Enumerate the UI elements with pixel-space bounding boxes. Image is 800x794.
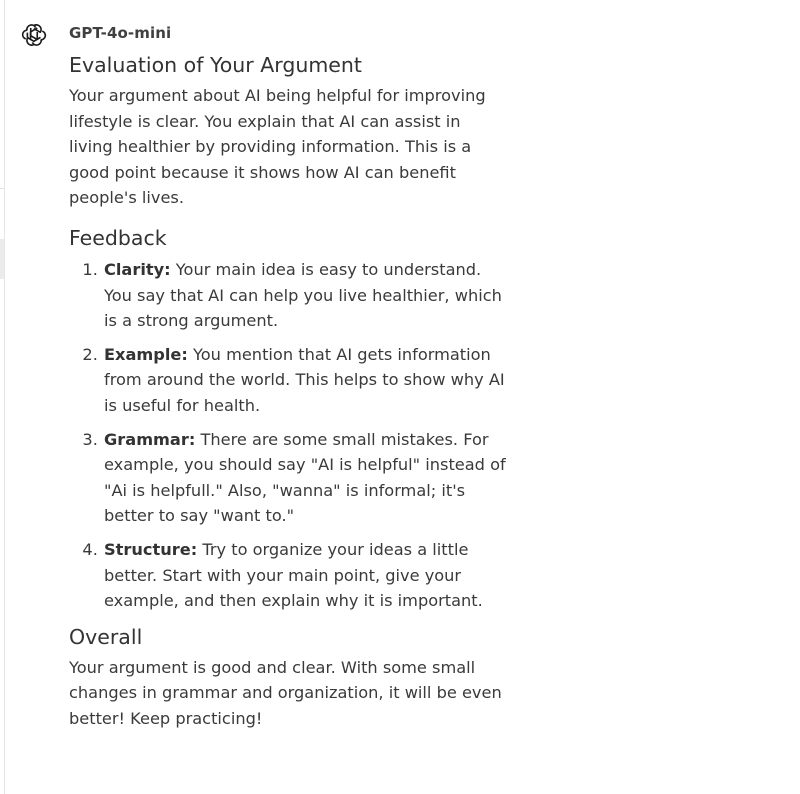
feedback-item-text: Try to organize your ideas a little better. Start with your main point, give your example, and then explain why it is important. — [104, 539, 483, 611]
feedback-list — [69, 257, 509, 614]
feedback-item-label: Grammar: — [104, 429, 196, 449]
evaluation-body: Your argument about AI being helpful for improving lifestyle is clear. You explain that AI can assist in living healthier by providing information. This is a good point because it shows how AI can benefit people's lives. — [69, 86, 486, 208]
overall-heading: Overall — [69, 624, 143, 649]
overall-body: Your argument is good and clear. With some small changes in grammar and organization, it will be even better! Keep practicing! — [69, 657, 502, 728]
feedback-item-text: There are some small mistakes. For example, you should say "AI is helpful" instead of "Ai is helpfull." Also, "wanna" is informal; it's better to say "want to." — [104, 429, 506, 526]
sidebar-border — [4, 0, 5, 794]
feedback-item — [103, 537, 509, 614]
feedback-item — [103, 342, 509, 419]
openai-logo-icon — [21, 22, 47, 48]
feedback-item — [103, 427, 509, 529]
model-name: GPT-4o-mini — [69, 24, 172, 42]
feedback-item-label: Clarity: — [104, 259, 171, 279]
feedback-item-text: Your main idea is easy to understand. You say that AI can help you live healthier, which is a strong argument. — [104, 259, 502, 331]
feedback-item-text: You mention that AI gets information from around the world. This helps to show why AI is useful for health. — [104, 344, 505, 415]
sidebar-selected-item[interactable] — [0, 239, 4, 279]
feedback-item — [103, 257, 509, 334]
feedback-item-label: Example: — [104, 344, 188, 364]
sidebar-divider — [0, 188, 4, 189]
assistant-message — [69, 50, 509, 731]
evaluation-heading: Evaluation of Your Argument — [69, 53, 362, 77]
feedback-item-label: Structure: — [104, 539, 198, 559]
feedback-heading: Feedback — [69, 225, 167, 250]
